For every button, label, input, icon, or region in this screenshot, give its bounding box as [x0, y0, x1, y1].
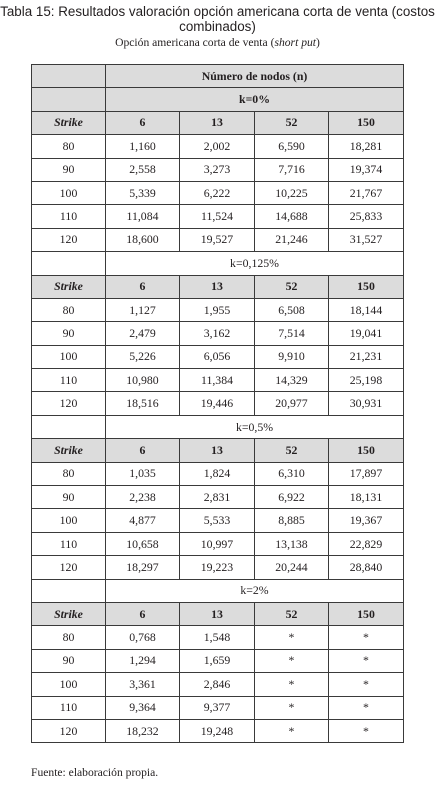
value-cell: 1,294: [106, 649, 180, 672]
nodes-column-header: 52: [255, 275, 329, 298]
nodes-column-header: 52: [255, 111, 329, 134]
value-cell: *: [255, 696, 329, 719]
nodes-header: Número de nodos (n): [106, 65, 404, 88]
value-cell: 19,367: [329, 509, 404, 532]
strike-cell: 110: [32, 532, 106, 555]
results-table: [31, 64, 404, 743]
value-cell: 6,590: [255, 135, 329, 158]
nodes-column-header: 13: [180, 439, 255, 462]
table-row: [32, 486, 404, 509]
table-row: [32, 649, 404, 672]
value-cell: 7,716: [255, 158, 329, 181]
value-cell: 19,527: [180, 228, 255, 251]
table-row: [32, 181, 404, 204]
k-row: [32, 579, 404, 602]
table-title: Tabla 15: Resultados valoración opción americana corta de venta (costos combinados): [0, 4, 435, 34]
value-cell: 14,329: [255, 369, 329, 392]
k-row-corner-cell: [32, 415, 106, 438]
value-cell: 18,281: [329, 135, 404, 158]
value-cell: 3,361: [106, 673, 180, 696]
k-label: k=0%: [106, 88, 404, 111]
strike-header: Strike: [32, 275, 106, 298]
strike-cell: 100: [32, 345, 106, 368]
table-row: [32, 509, 404, 532]
table-row: [32, 345, 404, 368]
strike-cell: 90: [32, 322, 106, 345]
table-row: [32, 696, 404, 719]
value-cell: 18,516: [106, 392, 180, 415]
value-cell: 2,558: [106, 158, 180, 181]
strike-header: Strike: [32, 111, 106, 134]
value-cell: 14,688: [255, 205, 329, 228]
value-cell: *: [329, 719, 404, 742]
subtitle-italic: short put: [274, 36, 317, 49]
header-corner-cell: [32, 65, 106, 88]
value-cell: 18,297: [106, 556, 180, 579]
value-cell: 1,824: [180, 462, 255, 485]
strike-cell: 120: [32, 719, 106, 742]
value-cell: 28,840: [329, 556, 404, 579]
strike-cell: 120: [32, 228, 106, 251]
value-cell: 2,238: [106, 486, 180, 509]
nodes-column-header: 6: [106, 275, 180, 298]
value-cell: 10,658: [106, 532, 180, 555]
value-cell: 30,931: [329, 392, 404, 415]
value-cell: *: [329, 649, 404, 672]
value-cell: *: [255, 673, 329, 696]
value-cell: 5,339: [106, 181, 180, 204]
table-row: [32, 719, 404, 742]
strike-cell: 120: [32, 556, 106, 579]
value-cell: 21,231: [329, 345, 404, 368]
strike-cell: 100: [32, 181, 106, 204]
table-row: [32, 556, 404, 579]
value-cell: 18,144: [329, 298, 404, 321]
value-cell: 6,922: [255, 486, 329, 509]
value-cell: 10,980: [106, 369, 180, 392]
column-header-row: [32, 439, 404, 462]
value-cell: 9,364: [106, 696, 180, 719]
value-cell: 6,310: [255, 462, 329, 485]
strike-cell: 100: [32, 509, 106, 532]
value-cell: 2,846: [180, 673, 255, 696]
k-label: k=2%: [106, 579, 404, 602]
column-header-row: [32, 602, 404, 625]
nodes-column-header: 13: [180, 602, 255, 625]
value-cell: 20,977: [255, 392, 329, 415]
strike-cell: 110: [32, 696, 106, 719]
value-cell: 2,002: [180, 135, 255, 158]
table-row: [32, 228, 404, 251]
table-row: [32, 322, 404, 345]
table-row: [32, 392, 404, 415]
value-cell: 3,162: [180, 322, 255, 345]
k-row: [32, 415, 404, 438]
strike-header: Strike: [32, 602, 106, 625]
table-row: [32, 205, 404, 228]
table-row: [32, 135, 404, 158]
table-row: [32, 532, 404, 555]
k-row-corner-cell: [32, 579, 106, 602]
value-cell: 4,877: [106, 509, 180, 532]
k-row-corner-cell: [32, 88, 106, 111]
source-note: Fuente: elaboración propia.: [31, 766, 159, 779]
strike-cell: 110: [32, 369, 106, 392]
value-cell: 1,548: [180, 626, 255, 649]
nodes-column-header: 13: [180, 111, 255, 134]
strike-cell: 80: [32, 462, 106, 485]
value-cell: 21,767: [329, 181, 404, 204]
column-header-row: [32, 111, 404, 134]
value-cell: 10,225: [255, 181, 329, 204]
value-cell: 11,524: [180, 205, 255, 228]
nodes-column-header: 150: [329, 111, 404, 134]
value-cell: 7,514: [255, 322, 329, 345]
value-cell: 1,127: [106, 298, 180, 321]
strike-cell: 80: [32, 626, 106, 649]
value-cell: 19,223: [180, 556, 255, 579]
value-cell: *: [255, 649, 329, 672]
table-subtitle: [0, 34, 435, 54]
nodes-column-header: 150: [329, 602, 404, 625]
strike-cell: 100: [32, 673, 106, 696]
nodes-column-header: 6: [106, 602, 180, 625]
table-row: [32, 298, 404, 321]
table-row: [32, 626, 404, 649]
nodes-column-header: 52: [255, 439, 329, 462]
value-cell: 1,035: [106, 462, 180, 485]
strike-cell: 110: [32, 205, 106, 228]
strike-cell: 90: [32, 158, 106, 181]
nodes-column-header: 6: [106, 439, 180, 462]
value-cell: 18,232: [106, 719, 180, 742]
nodes-column-header: 52: [255, 602, 329, 625]
value-cell: 17,897: [329, 462, 404, 485]
value-cell: 6,056: [180, 345, 255, 368]
value-cell: 0,768: [106, 626, 180, 649]
value-cell: 8,885: [255, 509, 329, 532]
value-cell: 18,600: [106, 228, 180, 251]
nodes-column-header: 13: [180, 275, 255, 298]
nodes-column-header: 150: [329, 439, 404, 462]
subtitle-suffix: ): [316, 36, 320, 49]
table-row: [32, 158, 404, 181]
strike-cell: 80: [32, 135, 106, 158]
value-cell: 1,160: [106, 135, 180, 158]
value-cell: 31,527: [329, 228, 404, 251]
table-row: [32, 369, 404, 392]
k-row: [32, 252, 404, 275]
value-cell: 19,374: [329, 158, 404, 181]
nodes-column-header: 6: [106, 111, 180, 134]
strike-cell: 120: [32, 392, 106, 415]
value-cell: 9,377: [180, 696, 255, 719]
value-cell: 11,084: [106, 205, 180, 228]
table-row: [32, 462, 404, 485]
value-cell: 6,508: [255, 298, 329, 321]
value-cell: 1,955: [180, 298, 255, 321]
k-label: k=0,125%: [106, 252, 404, 275]
value-cell: 11,384: [180, 369, 255, 392]
value-cell: 5,226: [106, 345, 180, 368]
column-header-row: [32, 275, 404, 298]
value-cell: 5,533: [180, 509, 255, 532]
value-cell: *: [329, 673, 404, 696]
k-row-corner-cell: [32, 252, 106, 275]
strike-cell: 80: [32, 298, 106, 321]
value-cell: 19,248: [180, 719, 255, 742]
value-cell: 3,273: [180, 158, 255, 181]
value-cell: 25,833: [329, 205, 404, 228]
table-row: [32, 673, 404, 696]
strike-header: Strike: [32, 439, 106, 462]
value-cell: 6,222: [180, 181, 255, 204]
value-cell: 20,244: [255, 556, 329, 579]
value-cell: 2,831: [180, 486, 255, 509]
value-cell: 19,041: [329, 322, 404, 345]
value-cell: 21,246: [255, 228, 329, 251]
results-table-body: [32, 65, 404, 743]
value-cell: 9,910: [255, 345, 329, 368]
value-cell: 13,138: [255, 532, 329, 555]
value-cell: *: [329, 696, 404, 719]
value-cell: *: [329, 626, 404, 649]
value-cell: *: [255, 626, 329, 649]
value-cell: 25,198: [329, 369, 404, 392]
k-row: [32, 88, 404, 111]
strike-cell: 90: [32, 486, 106, 509]
header-row: [32, 65, 404, 88]
strike-cell: 90: [32, 649, 106, 672]
value-cell: 2,479: [106, 322, 180, 345]
value-cell: 1,659: [180, 649, 255, 672]
value-cell: 18,131: [329, 486, 404, 509]
subtitle-prefix: Opción americana corta de venta (: [115, 36, 275, 49]
value-cell: 10,997: [180, 532, 255, 555]
value-cell: *: [255, 719, 329, 742]
nodes-column-header: 150: [329, 275, 404, 298]
value-cell: 19,446: [180, 392, 255, 415]
value-cell: 22,829: [329, 532, 404, 555]
k-label: k=0,5%: [106, 415, 404, 438]
